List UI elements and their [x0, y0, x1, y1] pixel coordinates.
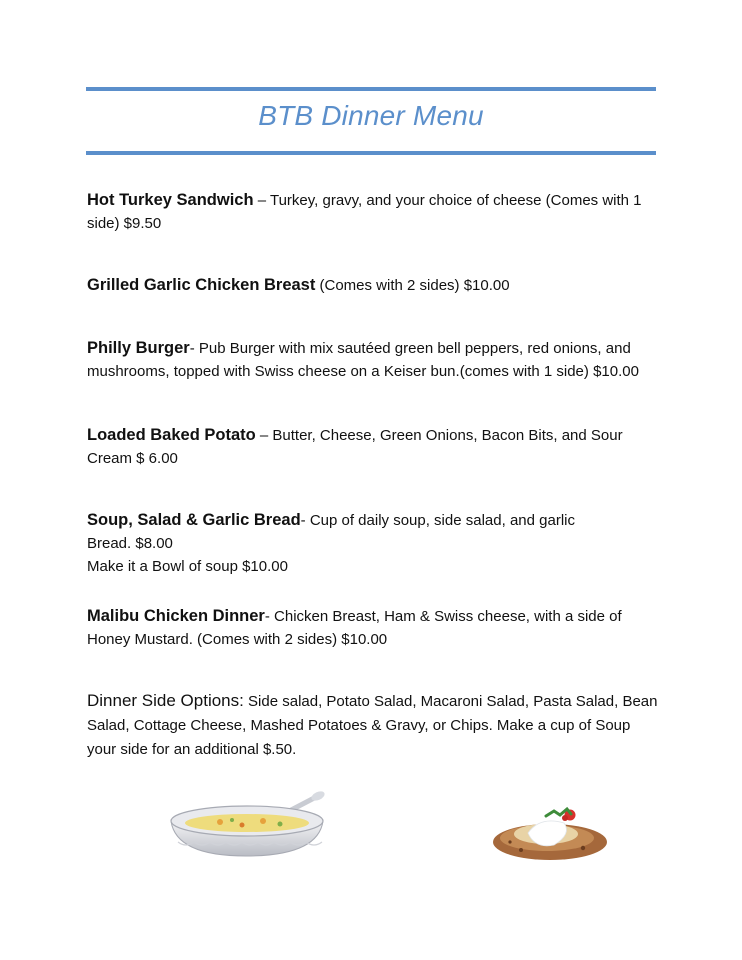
menu-item-name: Loaded Baked Potato	[87, 426, 256, 444]
soup-bowl-icon	[168, 790, 340, 862]
menu-item-soup-salad	[87, 509, 587, 578]
menu-item-desc: (Comes with 2 sides) $10.00	[315, 277, 510, 294]
menu-item-philly-burger	[87, 337, 662, 383]
menu-item-desc: – Butter, Cheese, Green Onions, Bacon Bits, and Sour Cream $ 6.00	[87, 427, 623, 467]
menu-item-name: Philly Burger	[87, 339, 190, 357]
menu-item-baked-potato	[87, 424, 662, 470]
menu-item-desc: - Cup of daily soup, side salad, and garlic Bread. $8.00	[87, 512, 575, 552]
menu-item-hot-turkey	[87, 189, 662, 235]
menu-item-name: Malibu Chicken Dinner	[87, 607, 265, 625]
side-options-label: Dinner Side Options:	[87, 691, 244, 710]
side-options-text: Side salad, Potato Salad, Macaroni Salad, Pasta Salad, Bean Salad, Cottage Cheese, Mashed Potatoes & Gravy, or Chips. Make a cup of Soup your side for an additional $.50.	[87, 693, 658, 758]
menu-item-desc: - Chicken Breast, Ham & Swiss cheese, with a side of Honey Mustard. (Comes with 2 sides) $10.00	[87, 608, 622, 648]
menu-item-name: Grilled Garlic Chicken Breast	[87, 276, 316, 294]
baked-potato-icon	[490, 806, 612, 862]
title-rule-top	[86, 87, 656, 91]
menu-item-name: Hot Turkey Sandwich	[87, 191, 254, 209]
menu-item-extra: Make it a Bowl of soup $10.00	[87, 558, 288, 575]
menu-item-malibu-chicken	[87, 605, 662, 651]
menu-item-desc: – Turkey, gravy, and your choice of cheese (Comes with 1 side) $9.50	[87, 192, 642, 232]
page-title: BTB Dinner Menu	[258, 100, 484, 131]
side-options	[87, 689, 662, 762]
menu-item-garlic-chicken	[87, 274, 662, 297]
menu-item-name: Soup, Salad & Garlic Bread	[87, 511, 301, 529]
menu-item-desc: - Pub Burger with mix sautéed green bell peppers, red onions, and mushrooms, topped with Swiss cheese on a Keiser bun.(comes with 1 side) $10.00	[87, 340, 639, 380]
title-rule-bottom	[86, 151, 656, 155]
